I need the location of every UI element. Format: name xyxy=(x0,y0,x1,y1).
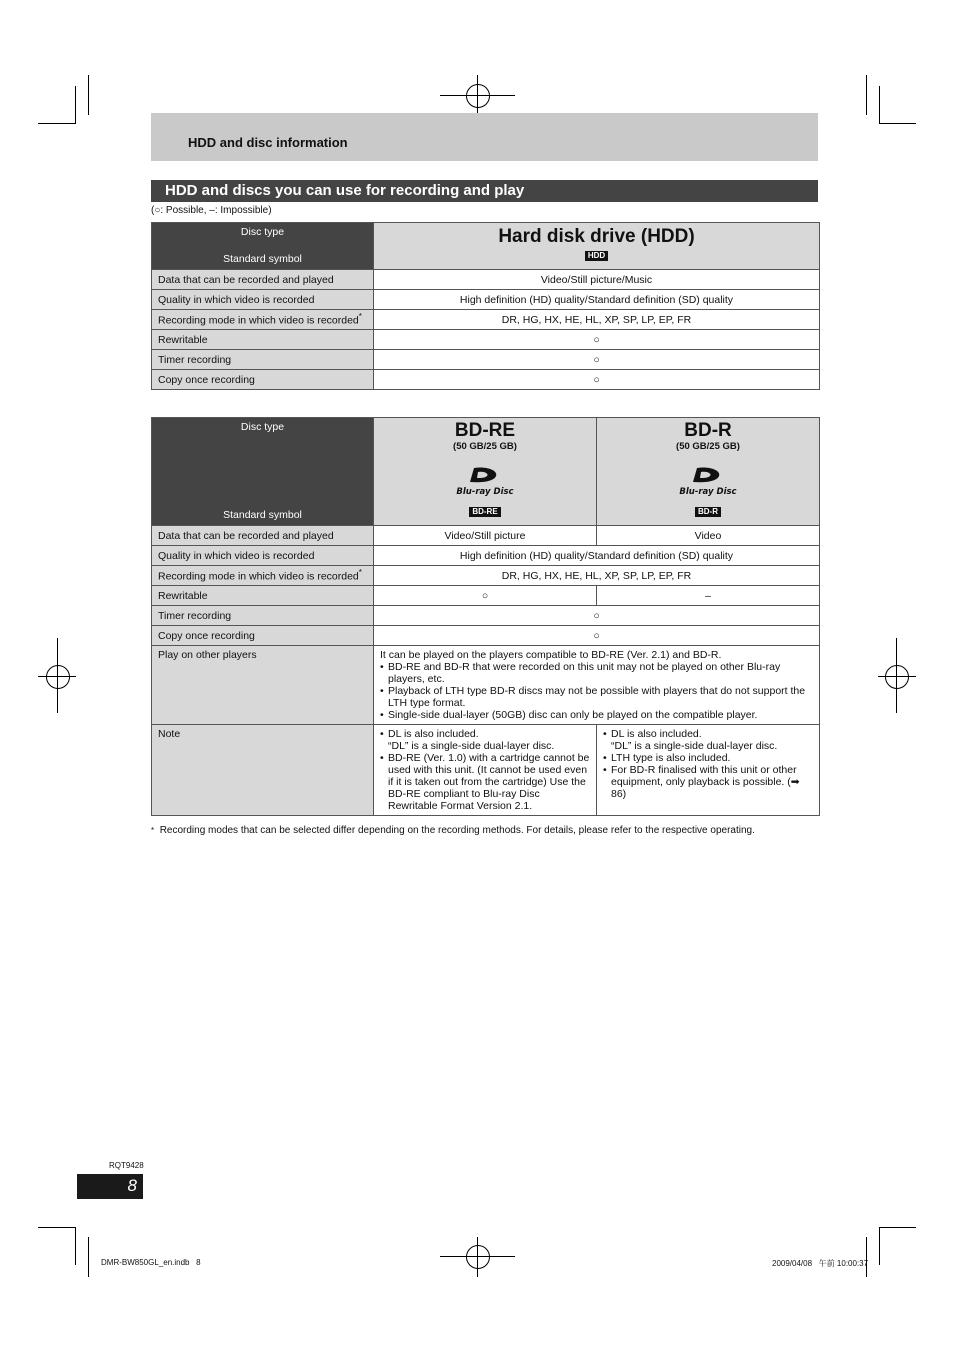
bd-r-note-list xyxy=(603,728,813,800)
list-item: • DL is also included. “DL” is a single-side dual-layer disc. xyxy=(603,728,813,752)
hdd-header xyxy=(374,223,820,270)
footnote-mark: * xyxy=(358,312,362,322)
row-label-timer: Timer recording xyxy=(152,350,374,370)
page-number: 8 xyxy=(127,1176,137,1195)
bd-r-rewritable: – xyxy=(597,586,820,606)
bd-r-badge: BD-R xyxy=(695,507,721,517)
row-value-mode: DR, HG, HX, HE, HL, XP, SP, LP, EP, FR xyxy=(374,566,820,586)
bd-r-header xyxy=(597,418,820,526)
disc-type-label: Disc type xyxy=(240,226,285,238)
list-item: • DL is also included. “DL” is a single-side dual-layer disc. xyxy=(380,728,590,752)
list-item: • Playback of LTH type BD-R discs may not be possible with players that do not support the LTH type format. xyxy=(380,685,813,709)
print-info-left: DMR-BW850GL_en.indb 8 xyxy=(101,1258,201,1267)
bd-r-data: Video xyxy=(597,526,820,546)
bd-re-header xyxy=(374,418,597,526)
row-value-rewritable: ○ xyxy=(374,330,820,350)
row-value-quality: High definition (HD) quality/Standard definition (SD) quality xyxy=(374,290,820,310)
footnote-mark: * xyxy=(151,826,155,835)
row-value-mode: DR, HG, HX, HE, HL, XP, SP, LP, EP, FR xyxy=(374,310,820,330)
section-title: HDD and disc information xyxy=(188,135,348,150)
bd-re-capacity: (50 GB/25 GB) xyxy=(453,441,517,452)
blu-ray-disc-logo-text: Blu-ray Disc xyxy=(679,487,737,497)
row-value-copy: ○ xyxy=(374,370,820,390)
list-item: • BD-RE and BD-R that were recorded on this unit may not be played on other Blu-ray players, etc. xyxy=(380,661,813,685)
bd-r-note xyxy=(597,725,820,816)
blu-ray-disc-logo-text: Blu-ray Disc xyxy=(456,487,514,497)
row-value-quality: High definition (HD) quality/Standard definition (SD) quality xyxy=(374,546,820,566)
bd-re-badge: BD-RE xyxy=(469,507,500,517)
bd-re-note-list xyxy=(380,728,590,812)
row-label-mode xyxy=(152,310,374,330)
standard-symbol-label: Standard symbol xyxy=(223,509,302,521)
row-label-mode-text: Recording mode in which video is recorded xyxy=(158,314,359,327)
header-band xyxy=(151,113,818,161)
row-value-data: Video/Still picture/Music xyxy=(374,270,820,290)
standard-symbol-label: Standard symbol xyxy=(223,253,302,265)
list-item: • BD-RE (Ver. 1.0) with a cartridge cannot be used with this unit. (It cannot be used even if it is taken out from the cartridge) Use the BD-RE compliant to Blu-ray Disc Rewritable Format Version 2.1. xyxy=(380,752,590,812)
row-label-rewritable: Rewritable xyxy=(152,330,374,350)
row-label-quality: Quality in which video is recorded xyxy=(152,290,374,310)
row-value-timer: ○ xyxy=(374,606,820,626)
row-label-mode-text: Recording mode in which video is recorded xyxy=(158,570,359,583)
row-value-timer: ○ xyxy=(374,350,820,370)
row-label-copy: Copy once recording xyxy=(152,626,374,646)
hdd-title: Hard disk drive (HDD) xyxy=(498,226,695,247)
play-bullets xyxy=(380,661,813,721)
bd-r-title: BD-R xyxy=(684,420,732,441)
row-value-copy: ○ xyxy=(374,626,820,646)
row-label-data: Data that can be recorded and played xyxy=(152,526,374,546)
doc-code: RQT9428 xyxy=(109,1161,144,1170)
row-label-play: Play on other players xyxy=(152,646,374,725)
row-label-mode xyxy=(152,566,374,586)
blu-ray-disc-logo-icon xyxy=(677,465,739,497)
list-item: • For BD-R finalised with this unit or other equipment, only playback is possible. (➡ 86) xyxy=(603,764,813,800)
hdd-badge: HDD xyxy=(585,251,608,261)
page-number-box xyxy=(77,1174,143,1199)
list-item: • LTH type is also included. xyxy=(603,752,813,764)
section-heading-bar xyxy=(151,180,818,202)
row-label-copy: Copy once recording xyxy=(152,370,374,390)
bd-header-label xyxy=(152,418,374,526)
play-intro: It can be played on the players compatible to BD-RE (Ver. 2.1) and BD-R. xyxy=(380,649,722,661)
row-label-timer: Timer recording xyxy=(152,606,374,626)
disc-type-label: Disc type xyxy=(240,421,285,433)
hdd-table xyxy=(151,222,820,390)
row-label-quality: Quality in which video is recorded xyxy=(152,546,374,566)
row-value-play xyxy=(374,646,820,725)
footnote xyxy=(151,825,755,836)
section-heading: HDD and discs you can use for recording and play xyxy=(165,182,525,199)
row-label-data: Data that can be recorded and played xyxy=(152,270,374,290)
hdd-header-label xyxy=(152,223,374,270)
bd-table xyxy=(151,417,820,816)
list-item: • Single-side dual-layer (50GB) disc can only be played on the compatible player. xyxy=(380,709,813,721)
row-label-note: Note xyxy=(152,725,374,816)
bd-r-capacity: (50 GB/25 GB) xyxy=(676,441,740,452)
blu-ray-disc-logo-icon xyxy=(454,465,516,497)
print-info-right: 2009/04/08 午前 10:00:37 xyxy=(772,1259,869,1268)
legend: (○: Possible, –: Impossible) xyxy=(151,205,272,216)
row-label-rewritable: Rewritable xyxy=(152,586,374,606)
bd-re-note xyxy=(374,725,597,816)
footnote-text: Recording modes that can be selected differ depending on the recording methods. For details, please refer to the respective operating. xyxy=(159,825,755,836)
bd-re-title: BD-RE xyxy=(454,420,516,441)
footnote-mark: * xyxy=(358,568,362,578)
bd-re-data: Video/Still picture xyxy=(374,526,597,546)
bd-re-rewritable: ○ xyxy=(374,586,597,606)
